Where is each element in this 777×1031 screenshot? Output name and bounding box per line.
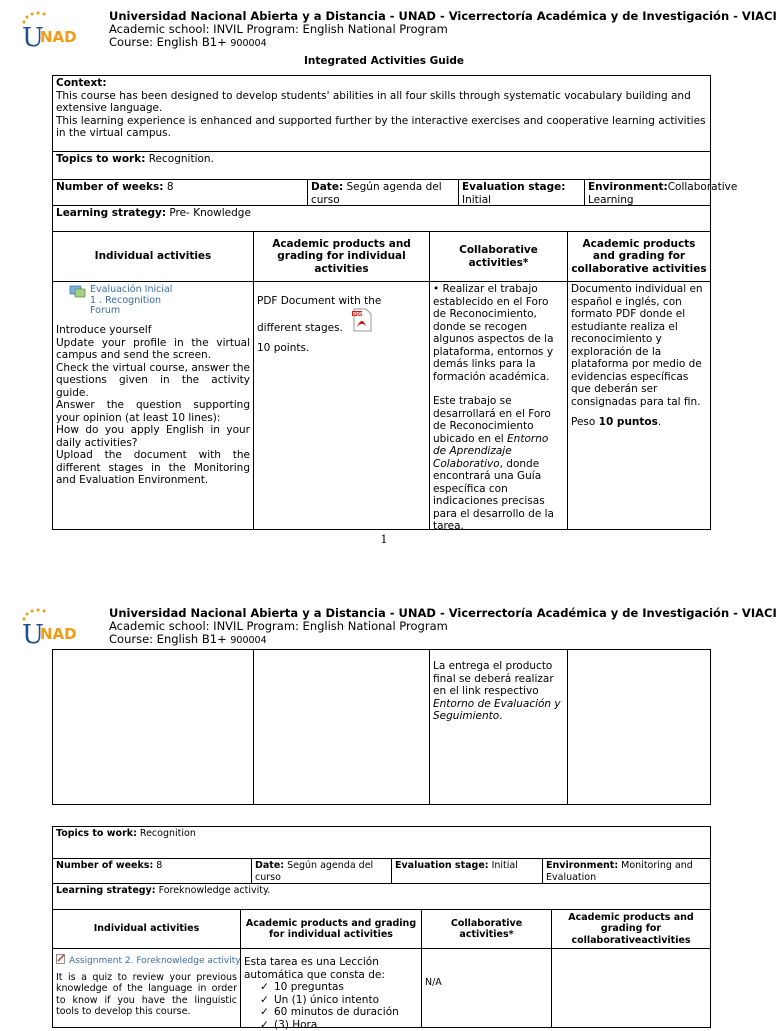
product-line2: different stages.	[257, 322, 343, 335]
header-text	[109, 10, 777, 50]
context-p2: This learning experience is enhanced and supported further by the interactive exercises and cooperative learning activities in the virtual campus.	[56, 115, 707, 140]
product-line1: PDF Document with the	[257, 295, 426, 308]
collaborative-cell-2: N/A	[421, 948, 552, 1028]
header-line3: Course: English B1+ 900004	[109, 36, 777, 50]
collab-prod-p1: Documento individual en español e inglés, con formato PDF donde el estudiante realiza el reconocimiento y exploración de la plataforma por medio de evidencias específicas que deberán ser consignadas para tal fin.	[571, 283, 707, 408]
environment-cell-2: Environment: Monitoring and Evaluation	[542, 858, 711, 884]
page-header	[20, 10, 760, 52]
header-text	[109, 607, 777, 647]
leccion-item: ✓ (3) Hora	[244, 1019, 418, 1031]
weeks-cell-2: Number of weeks: 8	[52, 858, 252, 884]
col-header-collab-products: Academic products and grading for collaborative activities	[567, 231, 711, 282]
unad-logo	[20, 10, 90, 52]
col-header-products-2: Academic products and grading for individual activities	[240, 909, 422, 949]
page-gap	[0, 555, 768, 597]
assignment-text: It is a quiz to review your previous knowledge of the language in order to know if you have the linguistic tools to develop this course.	[56, 972, 237, 1018]
collab-products-cell	[567, 281, 711, 530]
svg-text:NAD: NAD	[40, 625, 77, 643]
collab-p1: • Realizar el trabajo establecido en el Foro de Reconocimiento, donde se recogen algunos aspectos de la plataforma, entornos y demás links para la formación académica.	[433, 283, 564, 383]
individual-line: Answer the question supporting your opinion (at least 10 lines):	[56, 399, 250, 424]
guide-title: Integrated Activities Guide	[0, 55, 768, 67]
cont-cell-1	[52, 649, 254, 805]
unad-logo	[20, 607, 90, 649]
svg-text:NAD: NAD	[40, 28, 77, 46]
strategy-cell-2: Learning strategy: Foreknowledge activity.	[52, 883, 711, 910]
pdf-icon[interactable]	[351, 308, 373, 332]
individual-line: How do you apply English in your daily activities?	[56, 424, 250, 449]
products-cell	[253, 281, 430, 530]
page-number: 1	[0, 533, 768, 546]
svg-text:PDF: PDF	[353, 311, 363, 317]
col-header-collaborative: Collaborative activities*	[429, 231, 568, 282]
individual-activities-cell	[52, 281, 254, 530]
header-line3: Course: English B1+ 900004	[109, 633, 777, 647]
col-header-individual: Individual activities	[52, 231, 254, 282]
collaborative-cell	[429, 281, 568, 530]
col-header-collaborative-2: Collaborative activities*	[421, 909, 552, 949]
col-header-products: Academic products and grading for individual activities	[253, 231, 430, 282]
weeks-cell: Number of weeks: 8	[52, 179, 308, 206]
cont-cell-2	[253, 649, 430, 805]
header-line1: Universidad Nacional Abierta y a Distancia - UNAD - Vicerrectoría Académica y de Investigación - VIACI	[109, 10, 777, 23]
peso-line: Peso 10 puntos.	[571, 416, 707, 429]
leccion-cell	[240, 948, 422, 1028]
col-header-collab-products-2: Academic products and grading for collaborativeactivities	[551, 909, 711, 949]
header-line2: Academic school: INVIL Program: English National Program	[109, 23, 777, 36]
topics-cell-2: Topics to work: Recognition	[52, 826, 711, 859]
individual-line: Check the virtual course, answer the questions given in the activity guide.	[56, 362, 250, 400]
context-label: Context:	[56, 77, 707, 90]
header-line2: Academic school: INVIL Program: English National Program	[109, 620, 777, 633]
context-p1: This course has been designed to develop students' abilities in all four skills through systematic vocabulary building and extensive language.	[56, 90, 707, 115]
collab-products-cell-2	[551, 948, 711, 1028]
leccion-item: ✓ 60 minutos de duración	[244, 1006, 418, 1019]
forum-link[interactable]	[68, 284, 250, 324]
eval-stage-cell: Evaluation stage: Initial	[458, 179, 585, 206]
individual-activities-cell-2	[52, 948, 241, 1028]
cont-cell-3: La entrega el producto final se deberá realizar en el link respectivo Entorno de Evaluación y Seguimiento.	[429, 649, 568, 805]
individual-line: Update your profile in the virtual campus and send the screen.	[56, 337, 250, 362]
eval-stage-cell-2: Evaluation stage: Initial	[391, 858, 543, 884]
date-cell: Date: Según agenda del curso	[307, 179, 459, 206]
individual-line: Introduce yourself	[56, 324, 250, 337]
forum-icon	[70, 286, 86, 298]
context-cell	[52, 75, 711, 152]
assignment-icon	[56, 954, 66, 964]
individual-line: Upload the document with the different stages in the Monitoring and Evaluation Environment.	[56, 449, 250, 487]
leccion-item: ✓ Un (1) único intento	[244, 994, 418, 1007]
forum-sub2[interactable]: Forum	[90, 306, 120, 316]
col-header-individual-2: Individual activities	[52, 909, 241, 949]
forum-title[interactable]: Evaluación Inicial	[90, 285, 172, 295]
collab-p2: Este trabajo se desarrollará en el Foro de Reconocimiento ubicado en el Entorno de Aprendizaje Colaborativo, donde encontrará una Guía específica con indicaciones precisas para el desarrollo de la tarea.	[433, 395, 564, 533]
assignment-link[interactable]: Assignment 2. Foreknowledge activity.	[56, 954, 237, 968]
strategy-cell: Learning strategy: Pre- Knowledge	[52, 205, 711, 232]
cont-cell-4	[567, 649, 711, 805]
header-line1: Universidad Nacional Abierta y a Distancia - UNAD - Vicerrectoría Académica y de Investigación - VIACI	[109, 607, 777, 620]
svg-text:U: U	[22, 620, 44, 650]
page-header	[20, 607, 760, 649]
environment-cell: Environment:Collaborative Learning	[584, 179, 711, 206]
topics-cell: Topics to work: Recognition.	[52, 151, 711, 180]
forum-sub1[interactable]: 1 . Recognition	[90, 296, 161, 306]
date-cell-2: Date: Según agenda del curso	[251, 858, 392, 884]
svg-text:U: U	[22, 23, 44, 53]
leccion-intro: Esta tarea es una Lección automática que consta de:	[244, 956, 418, 981]
page-2	[0, 597, 768, 1024]
leccion-item: ✓ 10 preguntas	[244, 981, 418, 994]
product-points: 10 points.	[257, 342, 426, 355]
